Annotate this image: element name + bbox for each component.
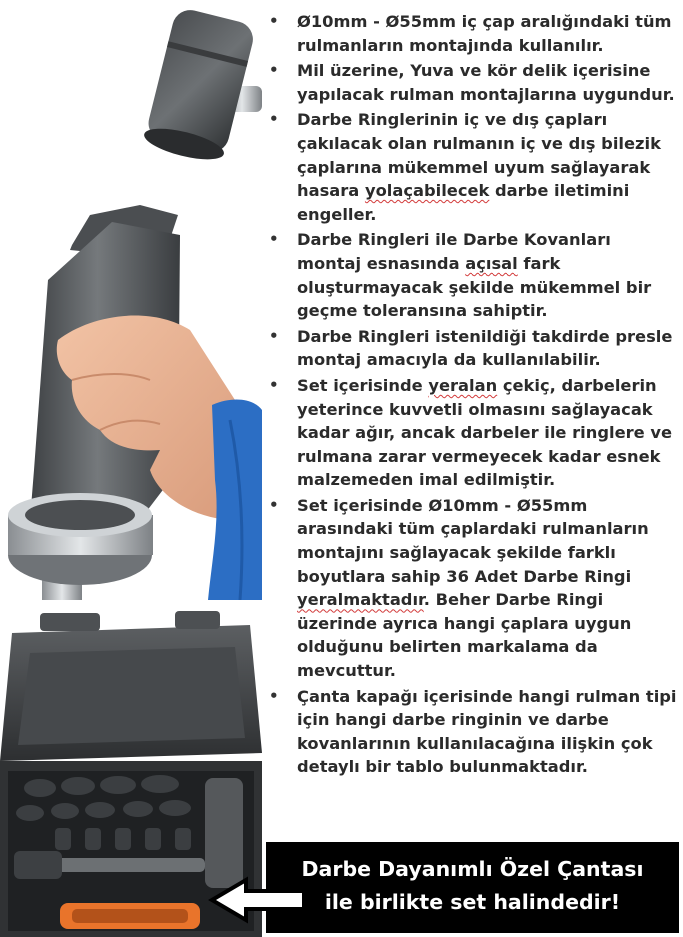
case-banner [266,842,679,933]
left-arrow-icon [208,876,308,924]
feature-list [265,10,677,781]
banner-line-1: Darbe Dayanımlı Özel Çantası [301,857,644,881]
list-item: • Darbe Ringleri istenildiği takdirde presle montaj amacıyla da kullanılabilir. [265,325,677,372]
list-item: • Set içerisinde Ø10mm - Ø55mm arasındaki tüm çaplardaki rulmanların montajını sağlayacak şekilde farklı boyutlara sahip 36 Adet Darbe Ringi yeralmaktadır. Beher Darbe Ringi üzerinde ayrıca hangi çaplara uygun olduğunu belirten markalama da mevcuttur. [265,494,677,683]
list-item: • Çanta kapağı içerisinde hangi rulman tipi için hangi darbe ringinin ve darbe kovanlarının kullanılacağına ilişkin çok detaylı bir tablo bulunmaktadır. [265,685,677,779]
banner-line-2: ile birlikte set halindedir! [324,890,621,914]
hammer-and-sleeve-photo [0,0,262,600]
list-item: • Darbe Ringlerinin iç ve dış çapları çakılacak olan rulmanın iç ve dış bilezik çaplarına mükemmel uyum sağlayarak hasara yolaçabilecek darbe iletimini engeller. [265,108,677,226]
list-item: • Ø10mm - Ø55mm iç çap aralığındaki tüm rulmanların montajında kullanılır. [265,10,677,57]
list-item: • Set içerisinde yeralan çekiç, darbelerin yeterince kuvvetli olmasını sağlayacak kadar ağır, ancak darbeler ile ringlere ve rulmana zarar vermeyecek kadar esnek malzemeden imal edilmiştir. [265,374,677,492]
list-item: • Darbe Ringleri ile Darbe Kovanları montaj esnasında açısal fark oluşturmayacak şekilde mükemmel bir geçme toleransına sahiptir. [265,228,677,322]
list-item: • Mil üzerine, Yuva ve kör delik içerisine yapılacak rulman montajlarına uygundur. [265,59,677,106]
